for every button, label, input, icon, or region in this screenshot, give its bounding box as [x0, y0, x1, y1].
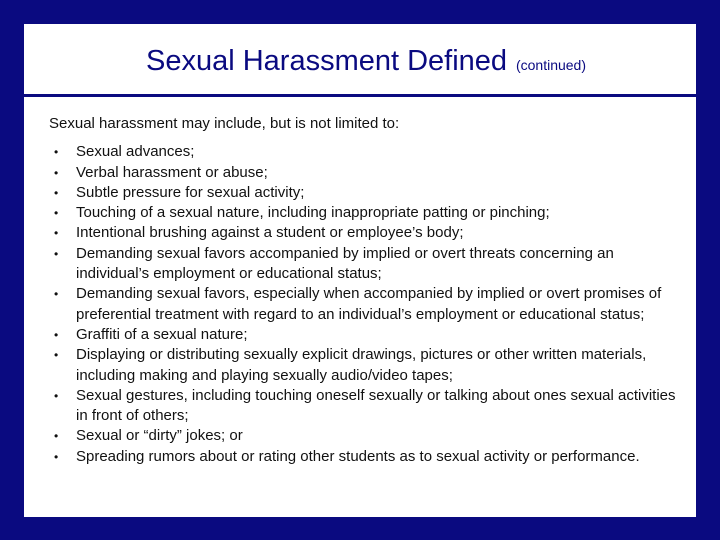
- bullet-text: Displaying or distributing sexually explicit drawings, pictures or other written materials, including making and playing sexually audio/video tapes;: [76, 346, 647, 384]
- bullet-item: [49, 426, 678, 446]
- intro-text: Sexual harassment may include, but is not limited to:: [49, 115, 400, 132]
- bullet-marker: •: [54, 327, 59, 342]
- bullet-marker: •: [54, 165, 59, 180]
- bullet-text: Sexual or “dirty” jokes; or: [76, 427, 243, 445]
- slide-title-main: Sexual Harassment Defined: [145, 44, 508, 77]
- content-panel: [24, 97, 696, 517]
- bullet-item: [49, 345, 678, 386]
- bullet-item: [49, 203, 678, 223]
- bullet-item: [49, 163, 678, 183]
- bullet-text: Sexual advances;: [76, 143, 195, 161]
- bullet-text: Spreading rumors about or rating other students as to sexual activity or performance.: [76, 447, 640, 465]
- title-panel: [24, 24, 696, 94]
- bullet-marker: •: [54, 429, 59, 444]
- slide-title: [134, 41, 586, 78]
- bullet-list: [49, 142, 678, 467]
- bullet-item: [49, 142, 678, 162]
- bullet-marker: •: [54, 206, 59, 221]
- bullet-item: [49, 244, 678, 285]
- bullet-marker: •: [54, 449, 59, 464]
- bullet-marker: •: [54, 287, 59, 302]
- bullet-marker: •: [54, 246, 59, 261]
- bullet-text: Sexual gestures, including touching oneself sexually or talking about ones sexual activities in front of others;: [76, 386, 676, 425]
- bullet-item: [49, 386, 678, 427]
- bullet-marker: •: [54, 226, 59, 241]
- bullet-item: [49, 183, 678, 203]
- bullet-text: Touching of a sexual nature, including inappropriate patting or pinching;: [76, 204, 550, 222]
- bullet-text: Subtle pressure for sexual activity;: [76, 183, 305, 201]
- bullet-text: Graffiti of a sexual nature;: [76, 325, 248, 343]
- bullet-item: [49, 325, 678, 345]
- bullet-marker: •: [54, 388, 59, 403]
- bullet-item: [49, 447, 678, 467]
- bullet-marker: •: [54, 348, 59, 363]
- bullet-marker: •: [54, 145, 59, 160]
- slide-title-subtitle: (continued): [515, 56, 586, 73]
- bullet-marker: •: [54, 185, 59, 200]
- bullet-text: Intentional brushing against a student or employee’s body;: [76, 224, 464, 242]
- bullet-item: [49, 284, 678, 325]
- bullet-text: Demanding sexual favors accompanied by implied or overt threats concerning an individual’s employment or educational status;: [76, 244, 614, 283]
- bullet-item: [49, 223, 678, 243]
- bullet-text: Demanding sexual favors, especially when accompanied by implied or overt promises of preferential treatment with regard to an individual’s employment or educational status;: [76, 285, 662, 323]
- bullet-text: Verbal harassment or abuse;: [76, 163, 268, 181]
